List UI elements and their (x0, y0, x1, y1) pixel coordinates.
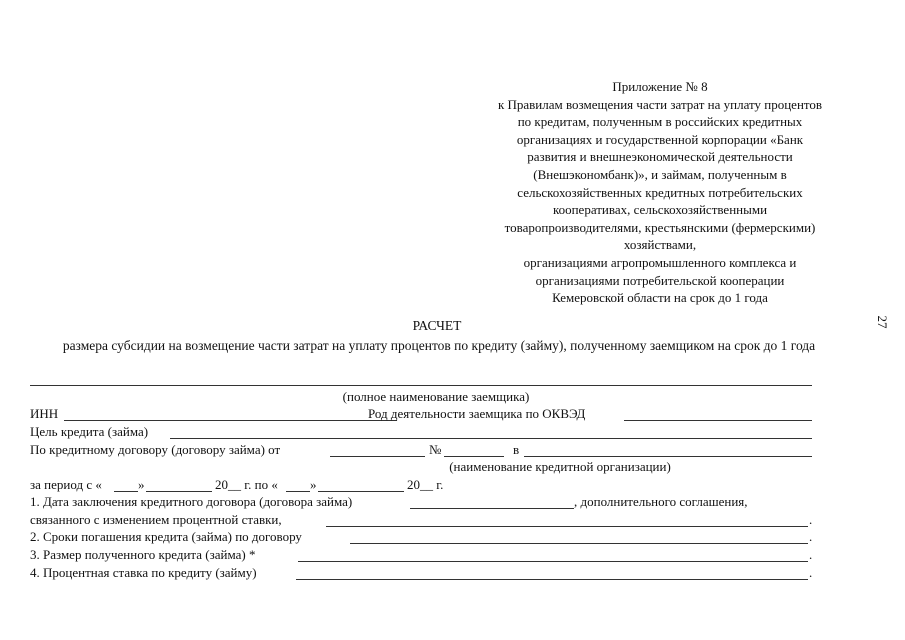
appendix-line: (Внешэкономбанк)», и займам, полученным в (533, 166, 787, 182)
line-end-dot: . (809, 565, 813, 580)
item-1-row (30, 494, 812, 511)
inn-label: ИНН (30, 406, 59, 421)
period-to-day[interactable] (286, 477, 310, 492)
item-3-row (30, 547, 812, 564)
item-3-label: 3. Размер полученного кредита (займа) * (30, 547, 256, 562)
item-1-line2-label: связанного с изменением процентной ставки, (30, 512, 282, 527)
item-1-tail: , дополнительного соглашения, (574, 494, 748, 509)
period-to-month[interactable] (318, 477, 404, 492)
contract-conclusion-date-field[interactable] (410, 494, 574, 509)
borrower-name-line[interactable] (30, 385, 812, 386)
inn-field[interactable] (64, 406, 397, 421)
appendix-line: хозяйствами, (623, 237, 697, 253)
year-label: 20__ г. по « (215, 477, 278, 492)
appendix-line: сельскохозяйственных кредитных потребительских (517, 184, 803, 200)
purpose-label: Цель кредита (займа) (30, 424, 149, 439)
quote-close: » (138, 477, 145, 492)
item-4-label: 4. Процентная ставка по кредиту (займу) (30, 565, 257, 580)
credit-amount-field[interactable] (298, 547, 808, 562)
purpose-row (30, 424, 812, 441)
in-label: в (513, 442, 520, 457)
appendix-line: развития и внешнеэкономической деятельности (527, 149, 793, 165)
document-subtitle: размера субсидии на возмещение части затрат на уплату процентов по кредиту (займу), полученному заемщиком на срок до 1 года (62, 338, 816, 353)
okved-label: Род деятельности заемщика по ОКВЭД (368, 406, 586, 421)
contract-number-field[interactable] (444, 442, 504, 457)
line-end-dot: . (809, 529, 813, 544)
okved-field[interactable] (624, 406, 812, 421)
appendix-header (460, 78, 860, 307)
contract-row (30, 442, 812, 459)
item-2-row (30, 529, 812, 546)
repayment-terms-field[interactable] (350, 529, 808, 544)
appendix-line: организациях и государственной корпорации «Банк (516, 131, 804, 147)
borrower-caption: (полное наименование заемщика) (342, 389, 530, 404)
appendix-line: Кемеровской области на срок до 1 года (552, 290, 768, 306)
period-from-label: за период с « (30, 477, 102, 492)
appendix-line: товаропроизводителями, крестьянскими (фермерскими) (504, 219, 816, 235)
number-label: № (429, 442, 442, 457)
appendix-line: Приложение № 8 (612, 79, 708, 94)
period-from-month[interactable] (146, 477, 212, 492)
contract-date-field[interactable] (330, 442, 425, 457)
year-label: 20__ г. (407, 477, 444, 492)
appendix-line: к Правилам возмещения части затрат на уплату процентов (497, 96, 823, 112)
item-1-label: 1. Дата заключения кредитного договора (договора займа) (30, 494, 353, 509)
appendix-line: кооперативах, сельскохозяйственными (552, 202, 768, 218)
appendix-line: по кредитам, полученным в российских кредитных (517, 114, 803, 130)
page-number: 27 (875, 315, 890, 329)
item-4-row (30, 565, 812, 582)
bank-caption: (наименование кредитной организации) (449, 459, 671, 474)
line-end-dot: . (809, 512, 813, 527)
bank-field[interactable] (524, 442, 812, 457)
item-2-label: 2. Сроки погашения кредита (займа) по договору (30, 529, 302, 544)
period-row (30, 477, 812, 494)
interest-rate-field[interactable] (296, 565, 808, 580)
quote-close: » (310, 477, 317, 492)
period-from-day[interactable] (114, 477, 138, 492)
line-end-dot: . (809, 547, 813, 562)
purpose-field[interactable] (170, 424, 812, 439)
appendix-line: организациями потребительской кооперации (535, 272, 785, 288)
amendment-field[interactable] (326, 512, 808, 527)
appendix-line: организациями агропромышленного комплекса и (523, 254, 797, 270)
item-1-row-2 (30, 512, 812, 529)
inn-okved-row (30, 406, 812, 423)
document-title: РАСЧЕТ (412, 318, 462, 333)
contract-label: По кредитному договору (договору займа) от (30, 442, 281, 457)
